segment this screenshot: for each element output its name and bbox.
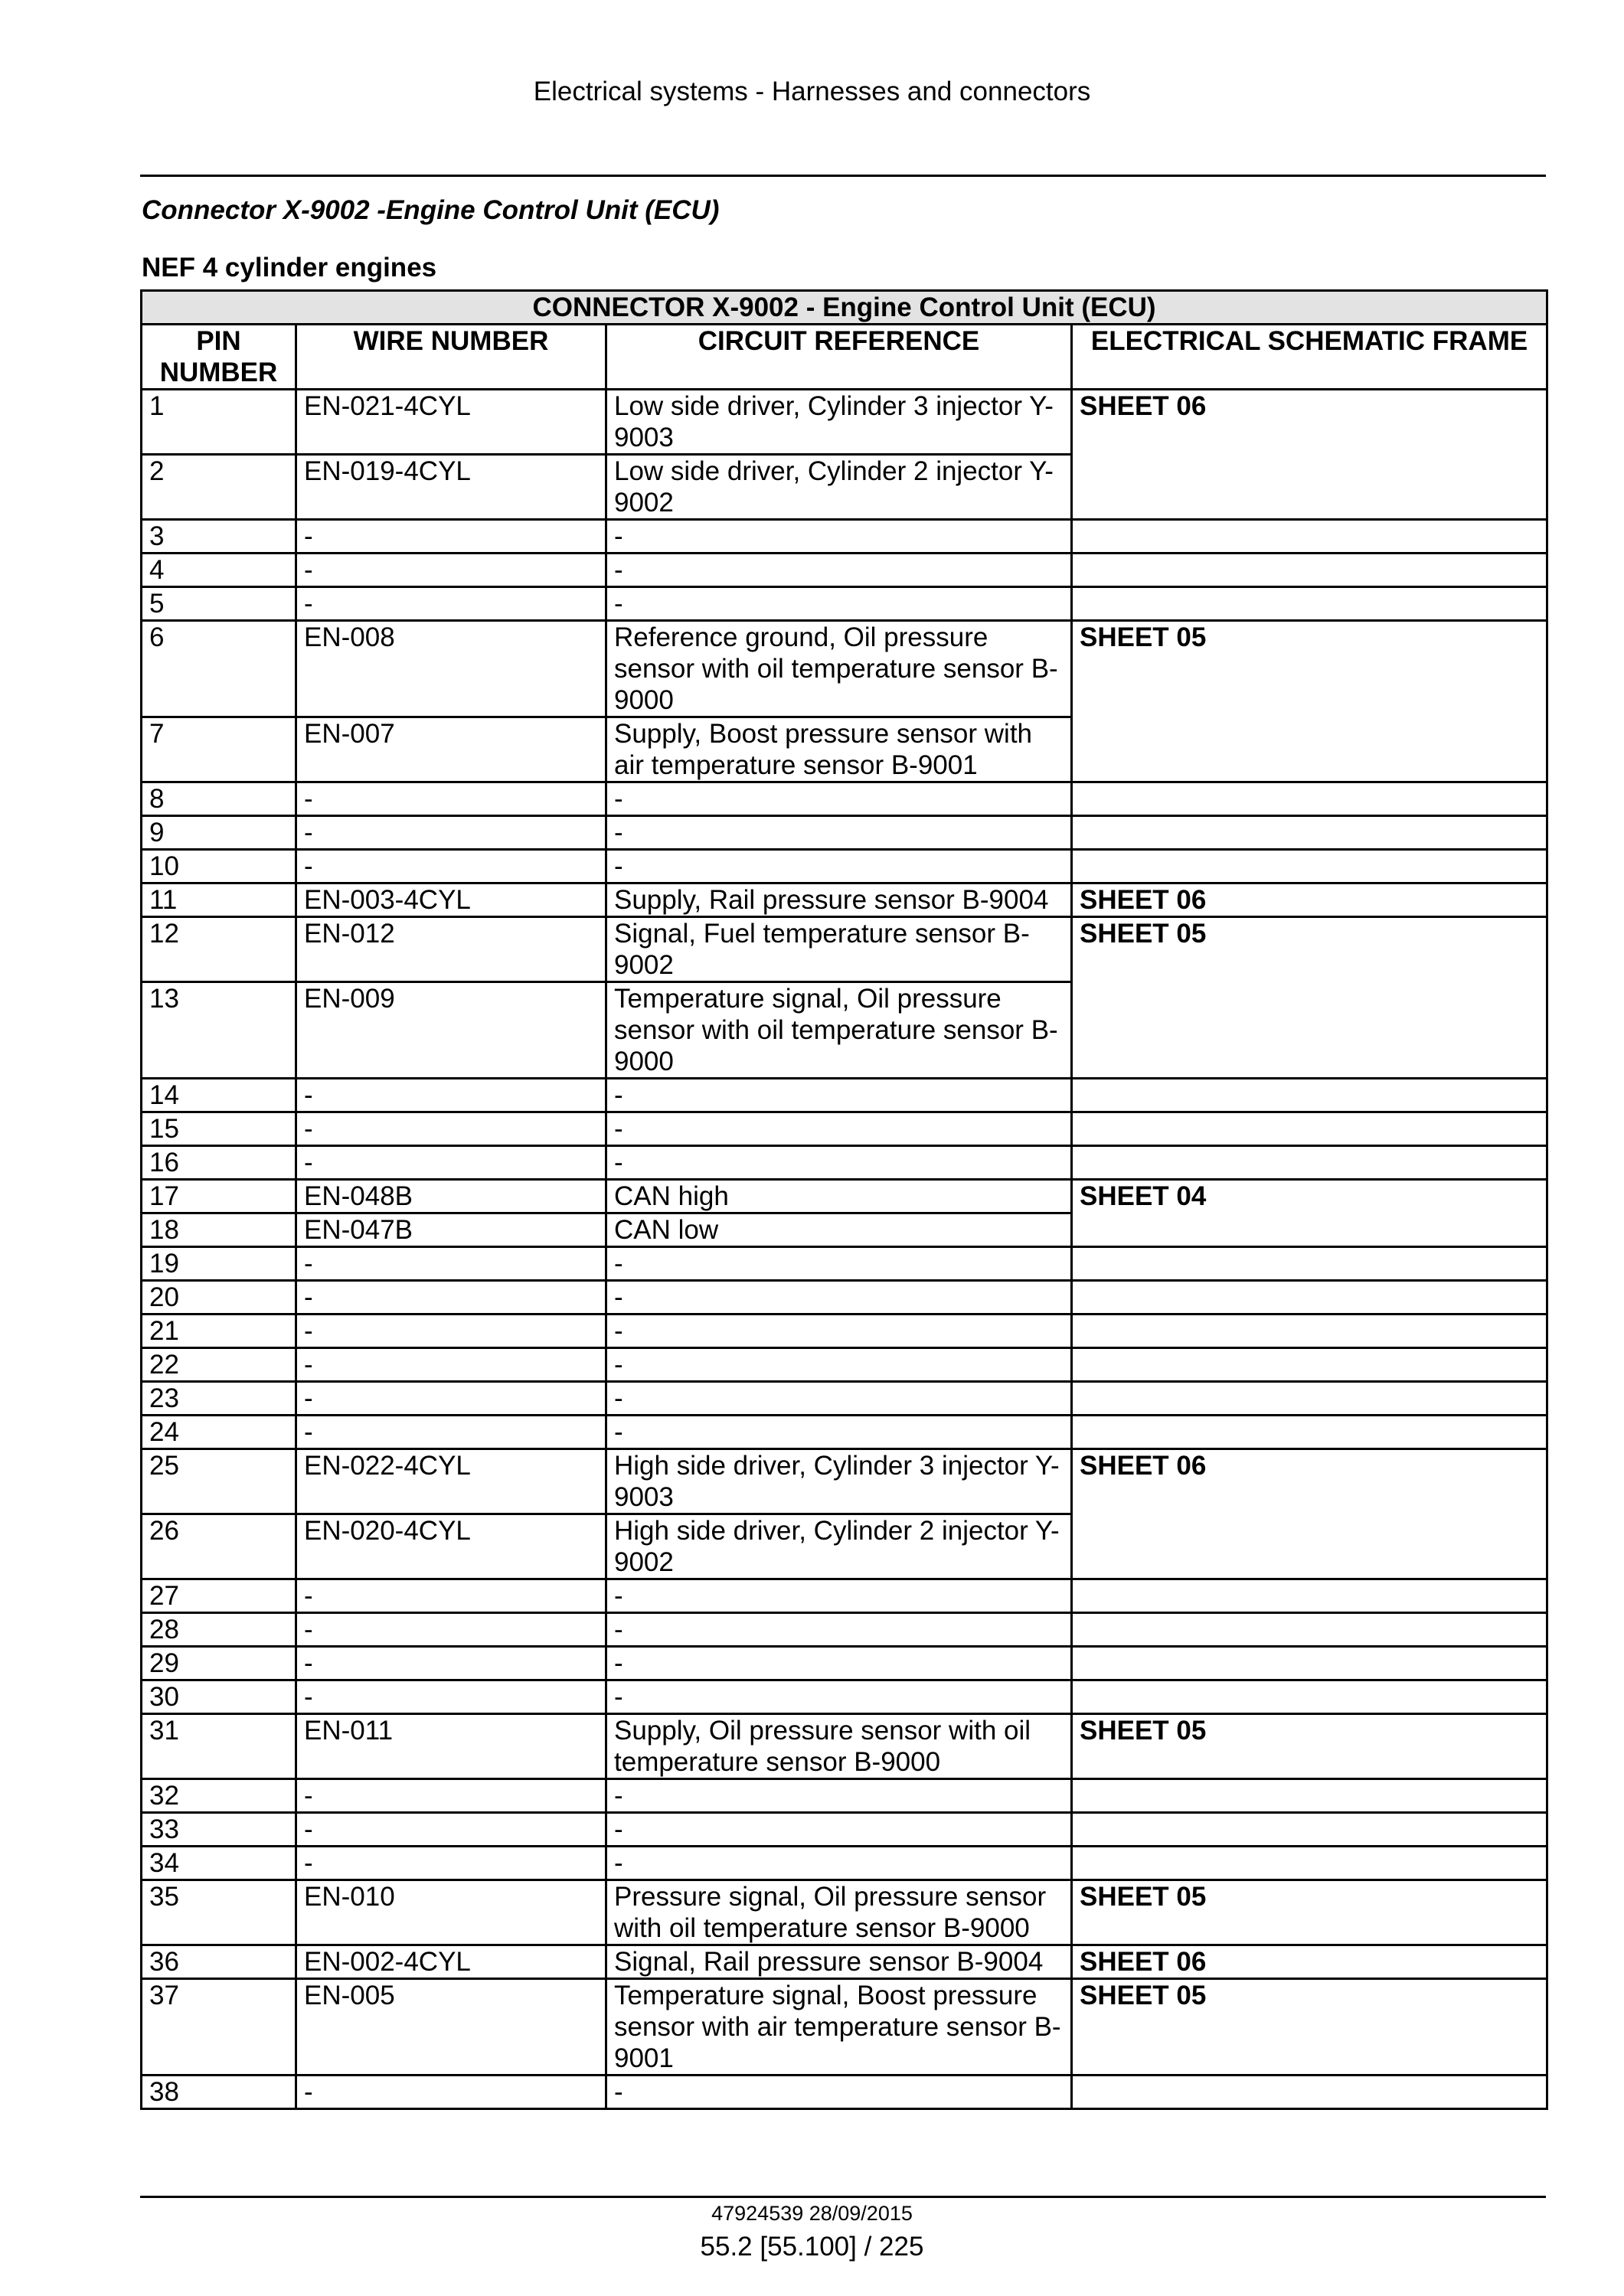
table-row [142,1979,1547,2076]
circuit-reference-cell: Reference ground, Oil pressure sensor with oil temperature sensor B-9000 [606,621,1072,717]
circuit-reference-cell: Signal, Fuel temperature sensor B-9002 [606,917,1072,982]
pin-cell: 28 [142,1613,296,1647]
schematic-frame-cell [1072,816,1547,850]
table-title-row [142,291,1547,325]
circuit-reference-cell: - [606,1647,1072,1680]
table-row [142,1247,1547,1281]
circuit-reference-cell: Signal, Rail pressure sensor B-9004 [606,1945,1072,1979]
schematic-frame-cell [1072,520,1547,554]
schematic-frame-cell: SHEET 05 [1072,621,1547,782]
circuit-reference-cell: - [606,1382,1072,1416]
pin-cell: 22 [142,1348,296,1382]
wire-number-cell: EN-022-4CYL [296,1449,606,1514]
pin-cell: 8 [142,782,296,816]
schematic-frame-cell [1072,1847,1547,1880]
pin-cell: 33 [142,1813,296,1847]
pin-cell: 5 [142,587,296,621]
pin-cell: 10 [142,850,296,883]
schematic-frame-cell [1072,1382,1547,1416]
schematic-frame-cell [1072,1281,1547,1315]
wire-number-cell: - [296,816,606,850]
circuit-reference-cell: CAN low [606,1213,1072,1247]
pin-cell: 2 [142,455,296,520]
schematic-frame-cell: SHEET 06 [1072,1449,1547,1579]
wire-number-cell: - [296,1146,606,1180]
wire-number-cell: EN-047B [296,1213,606,1247]
wire-number-cell: EN-007 [296,717,606,782]
table-title: CONNECTOR X-9002 - Engine Control Unit (ECU) [142,291,1547,325]
table-row [142,554,1547,587]
schematic-frame-cell: SHEET 06 [1072,1945,1547,1979]
column-header-wire: WIRE NUMBER [296,325,606,390]
column-header-pin: PIN NUMBER [142,325,296,390]
wire-number-cell: - [296,1247,606,1281]
schematic-frame-cell [1072,1146,1547,1180]
schematic-frame-cell: SHEET 05 [1072,917,1547,1079]
circuit-reference-cell: - [606,1579,1072,1613]
column-header-circuit: CIRCUIT REFERENCE [606,325,1072,390]
pin-cell: 11 [142,883,296,917]
wire-number-cell: EN-008 [296,621,606,717]
table-row [142,1416,1547,1449]
circuit-reference-cell: CAN high [606,1180,1072,1213]
table-row [142,520,1547,554]
circuit-reference-cell: - [606,1112,1072,1146]
table-row [142,1180,1547,1213]
wire-number-cell: - [296,1112,606,1146]
wire-number-cell: - [296,1079,606,1112]
circuit-reference-cell: - [606,1146,1072,1180]
schematic-frame-cell [1072,782,1547,816]
pin-cell: 19 [142,1247,296,1281]
footer-rule [140,2196,1546,2198]
circuit-reference-cell: - [606,587,1072,621]
running-header: Electrical systems - Harnesses and connectors [533,77,1091,106]
wire-number-cell: EN-003-4CYL [296,883,606,917]
wire-number-cell: EN-011 [296,1714,606,1779]
table-row [142,1281,1547,1315]
table-row [142,1779,1547,1813]
page-number: 55.2 [55.100] / 225 [700,2232,924,2262]
schematic-frame-cell: SHEET 06 [1072,883,1547,917]
wire-number-cell: - [296,1647,606,1680]
schematic-frame-cell [1072,1079,1547,1112]
table-row [142,883,1547,917]
pin-cell: 16 [142,1146,296,1180]
schematic-frame-cell [1072,1247,1547,1281]
table-row [142,816,1547,850]
circuit-reference-cell: - [606,554,1072,587]
wire-number-cell: - [296,1281,606,1315]
table-row [142,917,1547,982]
pin-cell: 30 [142,1680,296,1714]
pin-cell: 24 [142,1416,296,1449]
pin-cell: 31 [142,1714,296,1779]
schematic-frame-cell: SHEET 05 [1072,1880,1547,1945]
pin-cell: 18 [142,1213,296,1247]
schematic-frame-cell: SHEET 04 [1072,1180,1547,1247]
pin-cell: 4 [142,554,296,587]
wire-number-cell: - [296,1847,606,1880]
wire-number-cell: EN-002-4CYL [296,1945,606,1979]
table-row [142,1348,1547,1382]
schematic-frame-cell [1072,1647,1547,1680]
circuit-reference-cell: Supply, Boost pressure sensor with air temperature sensor B-9001 [606,717,1072,782]
pin-cell: 13 [142,982,296,1079]
table-row [142,1449,1547,1514]
section-title: Connector X-9002 -Engine Control Unit (ECU) [142,195,720,225]
table-row [142,1382,1547,1416]
circuit-reference-cell: - [606,1680,1072,1714]
wire-number-cell: - [296,520,606,554]
table-row [142,1579,1547,1613]
wire-number-cell: - [296,1382,606,1416]
circuit-reference-cell: - [606,1847,1072,1880]
circuit-reference-cell: - [606,782,1072,816]
wire-number-cell: - [296,1416,606,1449]
pin-cell: 37 [142,1979,296,2076]
schematic-frame-cell [1072,1680,1547,1714]
wire-number-cell: EN-012 [296,917,606,982]
circuit-reference-cell: - [606,1079,1072,1112]
circuit-reference-cell: High side driver, Cylinder 3 injector Y-9003 [606,1449,1072,1514]
connector-table [140,289,1548,2110]
circuit-reference-cell: Pressure signal, Oil pressure sensor with oil temperature sensor B-9000 [606,1880,1072,1945]
table-row [142,587,1547,621]
wire-number-cell: - [296,1680,606,1714]
schematic-frame-cell [1072,1416,1547,1449]
table-row [142,1714,1547,1779]
wire-number-cell: - [296,1779,606,1813]
table-row [142,1112,1547,1146]
circuit-reference-cell: Temperature signal, Oil pressure sensor with oil temperature sensor B-9000 [606,982,1072,1079]
pin-cell: 20 [142,1281,296,1315]
wire-number-cell: - [296,850,606,883]
pin-cell: 29 [142,1647,296,1680]
column-header-frame: ELECTRICAL SCHEMATIC FRAME [1072,325,1547,390]
circuit-reference-cell: High side driver, Cylinder 2 injector Y-9002 [606,1514,1072,1579]
wire-number-cell: - [296,587,606,621]
schematic-frame-cell [1072,587,1547,621]
wire-number-cell: - [296,1813,606,1847]
pin-cell: 15 [142,1112,296,1146]
wire-number-cell: EN-009 [296,982,606,1079]
circuit-reference-cell: Low side driver, Cylinder 2 injector Y-9002 [606,455,1072,520]
schematic-frame-cell [1072,850,1547,883]
wire-number-cell: EN-005 [296,1979,606,2076]
circuit-reference-cell: Low side driver, Cylinder 3 injector Y-9003 [606,390,1072,455]
table-row [142,1847,1547,1880]
pin-cell: 34 [142,1847,296,1880]
pin-cell: 14 [142,1079,296,1112]
table-row [142,850,1547,883]
wire-number-cell: - [296,782,606,816]
circuit-reference-cell: - [606,1779,1072,1813]
circuit-reference-cell: - [606,2076,1072,2109]
table-row [142,2076,1547,2109]
circuit-reference-cell: - [606,1348,1072,1382]
table-row [142,1647,1547,1680]
pin-cell: 36 [142,1945,296,1979]
circuit-reference-cell: - [606,1281,1072,1315]
pin-cell: 23 [142,1382,296,1416]
table-row [142,1079,1547,1112]
table-row [142,1813,1547,1847]
circuit-reference-cell: - [606,1813,1072,1847]
pin-cell: 32 [142,1779,296,1813]
circuit-reference-cell: Supply, Rail pressure sensor B-9004 [606,883,1072,917]
pin-cell: 3 [142,520,296,554]
table-row [142,782,1547,816]
pin-cell: 12 [142,917,296,982]
circuit-reference-cell: Supply, Oil pressure sensor with oil temperature sensor B-9000 [606,1714,1072,1779]
header-rule [140,175,1546,177]
pin-cell: 1 [142,390,296,455]
schematic-frame-cell: SHEET 05 [1072,1714,1547,1779]
pin-cell: 27 [142,1579,296,1613]
circuit-reference-cell: - [606,1613,1072,1647]
schematic-frame-cell [1072,554,1547,587]
wire-number-cell: - [296,1613,606,1647]
schematic-frame-cell [1072,1813,1547,1847]
table-row [142,1315,1547,1348]
table-row [142,1613,1547,1647]
wire-number-cell: - [296,1315,606,1348]
schematic-frame-cell [1072,1613,1547,1647]
table-row [142,1945,1547,1979]
circuit-reference-cell: - [606,816,1072,850]
pin-cell: 9 [142,816,296,850]
schematic-frame-cell [1072,1348,1547,1382]
pin-cell: 26 [142,1514,296,1579]
wire-number-cell: - [296,1579,606,1613]
wire-number-cell: EN-020-4CYL [296,1514,606,1579]
schematic-frame-cell [1072,2076,1547,2109]
table-row [142,1146,1547,1180]
pin-cell: 38 [142,2076,296,2109]
subsection-title: NEF 4 cylinder engines [142,253,437,283]
schematic-frame-cell [1072,1112,1547,1146]
schematic-frame-cell: SHEET 06 [1072,390,1547,520]
wire-number-cell: - [296,554,606,587]
pin-cell: 6 [142,621,296,717]
pin-cell: 21 [142,1315,296,1348]
table-header-row [142,325,1547,390]
circuit-reference-cell: Temperature signal, Boost pressure sensor with air temperature sensor B-9001 [606,1979,1072,2076]
pin-cell: 35 [142,1880,296,1945]
document-id: 47924539 28/09/2015 [711,2202,913,2225]
table-row [142,1680,1547,1714]
table-row [142,1880,1547,1945]
schematic-frame-cell [1072,1579,1547,1613]
table-row [142,390,1547,455]
circuit-reference-cell: - [606,1416,1072,1449]
wire-number-cell: EN-019-4CYL [296,455,606,520]
wire-number-cell: - [296,1348,606,1382]
table-body [142,390,1547,2109]
wire-number-cell: EN-021-4CYL [296,390,606,455]
wire-number-cell: EN-048B [296,1180,606,1213]
pin-cell: 17 [142,1180,296,1213]
circuit-reference-cell: - [606,520,1072,554]
circuit-reference-cell: - [606,850,1072,883]
schematic-frame-cell [1072,1779,1547,1813]
schematic-frame-cell [1072,1315,1547,1348]
wire-number-cell: EN-010 [296,1880,606,1945]
circuit-reference-cell: - [606,1247,1072,1281]
pin-cell: 25 [142,1449,296,1514]
schematic-frame-cell: SHEET 05 [1072,1979,1547,2076]
wire-number-cell: - [296,2076,606,2109]
table-row [142,621,1547,717]
pin-cell: 7 [142,717,296,782]
circuit-reference-cell: - [606,1315,1072,1348]
